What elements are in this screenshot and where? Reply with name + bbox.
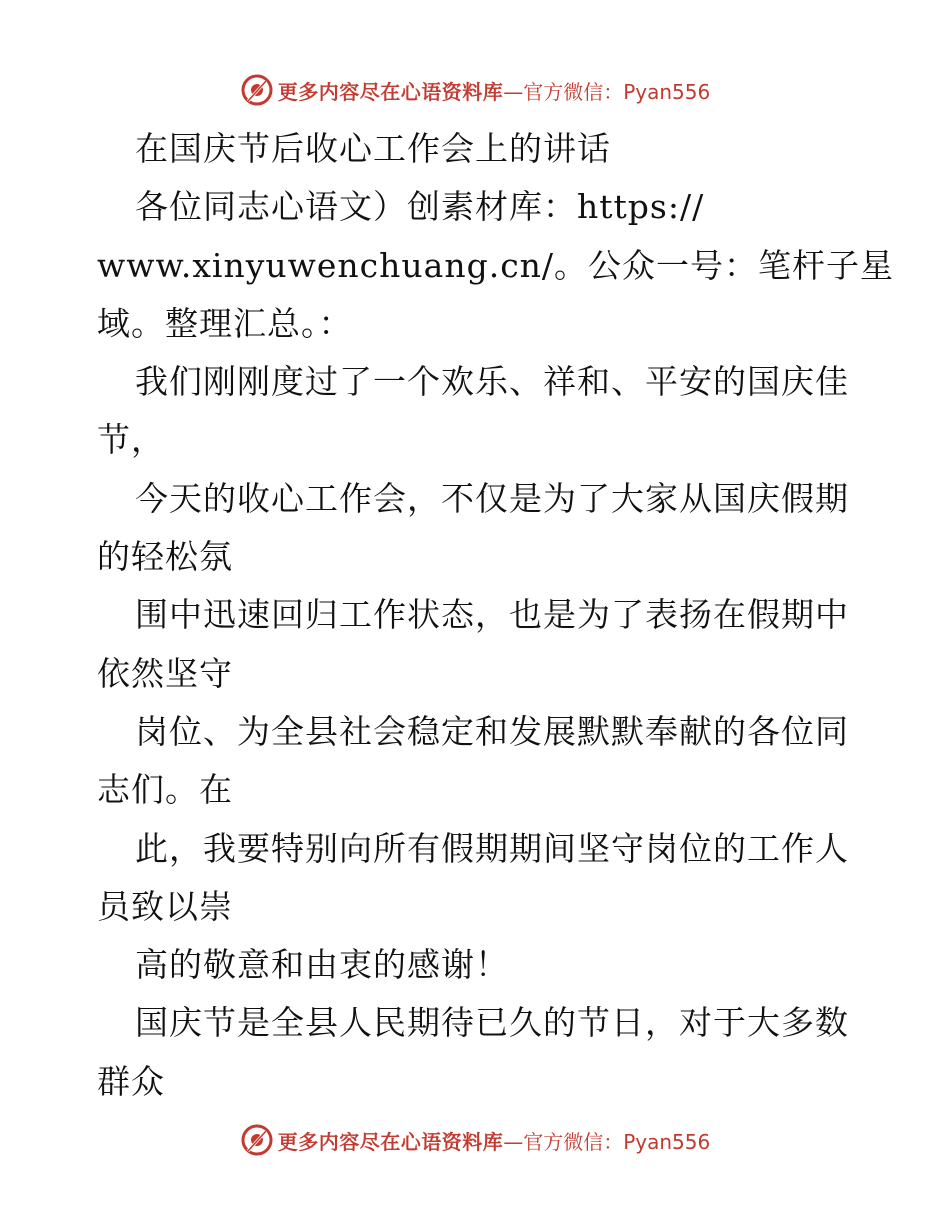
brand-logo-icon	[240, 1123, 274, 1157]
text-line: 的轻松氛	[97, 537, 233, 577]
text-line: 围中迅速回归工作状态，也是为了表扬在假期中	[135, 595, 849, 635]
header-banner	[0, 70, 950, 110]
text-line: 我们刚刚度过了一个欢乐、祥和、平安的国庆佳	[135, 362, 849, 402]
text-line: 节，	[97, 420, 165, 460]
brand-logo-icon	[240, 73, 274, 107]
text-line: 国庆节是全县人民期待已久的节日，对于大多数	[135, 1003, 849, 1043]
text-line: 高的敬意和由衷的感谢！	[135, 945, 509, 985]
text-line: 岗位、为全县社会稳定和发展默默奉献的各位同	[135, 711, 849, 751]
text-line: 志们。在	[97, 770, 233, 810]
text-line: 员致以崇	[97, 886, 233, 926]
text-line: 今天的收心工作会，不仅是为了大家从国庆假期	[135, 478, 849, 518]
text-line: 依然坚守	[97, 653, 233, 693]
text-line: 各位同志心语文）创素材库：https://	[135, 187, 705, 227]
wechat-id-text: —官方微信：Pyan556	[503, 79, 711, 104]
document-title: 在国庆节后收心工作会上的讲话	[135, 129, 611, 168]
brand-text: 更多内容尽在心语资料库	[277, 79, 504, 104]
text-line: 群众	[97, 1061, 165, 1101]
text-line: www.xinyuwenchuang.cn/。公众一号：笔杆子星	[97, 245, 895, 285]
document-body	[97, 120, 895, 1111]
wechat-id-text: —官方微信：Pyan556	[503, 1129, 711, 1154]
text-line: 此，我要特别向所有假期期间坚守岗位的工作人	[135, 828, 849, 868]
text-line: 域。整理汇总。：	[97, 303, 353, 343]
footer-banner	[0, 1120, 950, 1160]
brand-text: 更多内容尽在心语资料库	[277, 1129, 504, 1154]
